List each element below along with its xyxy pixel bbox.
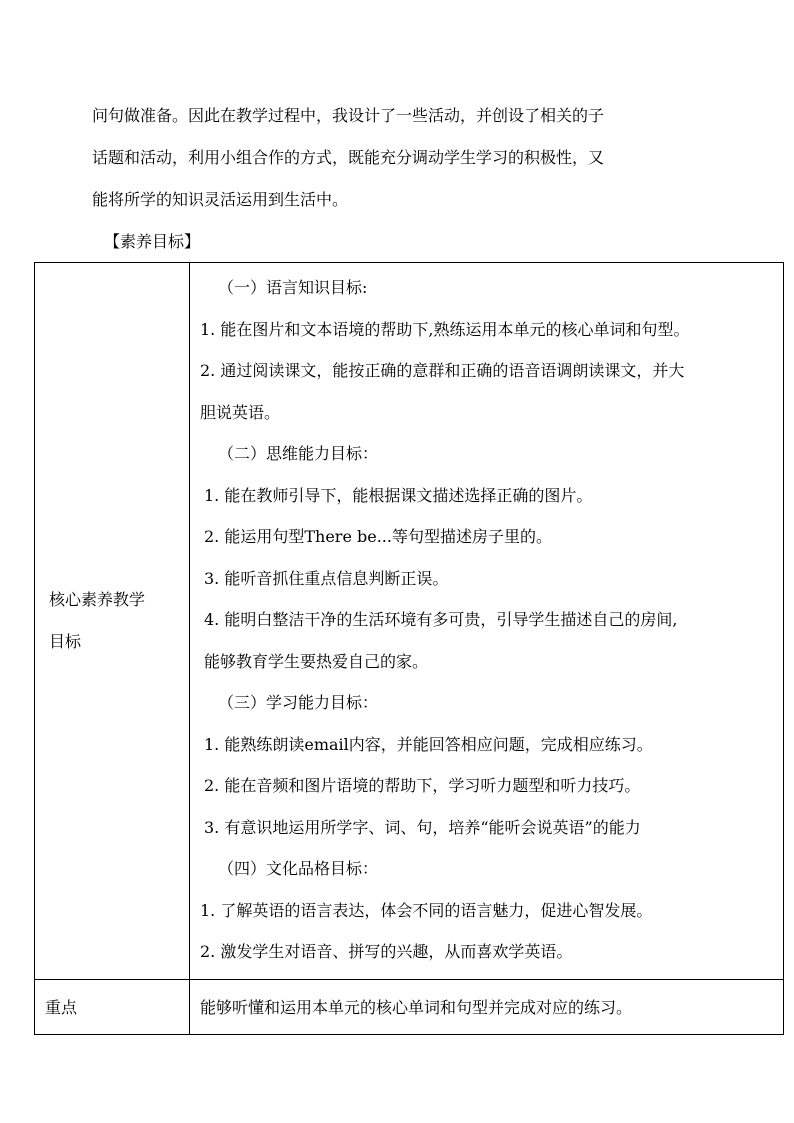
- list-item: 1. 能熟练朗读email内容，并能回答相应问题，完成相应练习。: [204, 734, 653, 754]
- row-label-key-points: 重点: [35, 979, 190, 1034]
- list-item: 1. 能在教师引导下，能根据课文描述选择正确的图片。: [204, 485, 593, 505]
- list-item: 3. 能听音抓住重点信息判断正误。: [204, 568, 449, 588]
- list-item-continuation: 胆说英语。: [200, 402, 281, 422]
- row-label-core-objectives: [35, 263, 190, 980]
- list-item: 2. 能运用句型There be...等句型描述房子里的。: [204, 527, 552, 546]
- row-label-line-1: 核心素养教学: [49, 589, 146, 609]
- list-item: 1. 能在图片和文本语境的帮助下,熟练运用本单元的核心单词和句型。: [200, 319, 690, 339]
- list-item-continuation: 能够教育学生要热爱自己的家。: [204, 651, 429, 671]
- objectives-table: [34, 262, 784, 1035]
- table-row-core-objectives: [35, 263, 784, 980]
- heading-language-knowledge: （一）语言知识目标:: [218, 278, 368, 297]
- row-content-key-points: 能够听懂和运用本单元的核心单词和句型并完成对应的练习。: [190, 979, 784, 1034]
- row-label-line-2: 目标: [49, 631, 82, 651]
- heading-cultural-character: （四）文化品格目标：: [218, 859, 379, 878]
- table-row-key-points: [35, 979, 784, 1034]
- heading-learning-ability: （三）学习能力目标：: [218, 693, 379, 712]
- intro-paragraph-line-1: 问句做准备。因此在教学过程中，我设计了一些活动，并创设了相关的子: [92, 106, 605, 125]
- list-item: 2. 通过阅读课文，能按正确的意群和正确的语音语调朗读课文，并大: [200, 361, 685, 380]
- list-item: 1. 了解英语的语言表达，体会不同的语言魅力，促进心智发展。: [200, 900, 653, 920]
- list-item: 2. 能在音频和图片语境的帮助下，学习听力题型和听力技巧。: [204, 776, 641, 795]
- list-item: 4. 能明白整洁干净的生活环境有多可贵，引导学生描述自己的房间,: [204, 610, 678, 629]
- intro-paragraph-line-3: 能将所学的知识灵活运用到生活中。: [92, 190, 349, 209]
- list-item: 2. 激发学生对语音、拼写的兴趣，从而喜欢学英语。: [200, 942, 573, 961]
- intro-paragraph-line-2: 话题和活动，利用小组合作的方式，既能充分调动学生学习的积极性，又: [92, 148, 605, 167]
- row-content-core-objectives: [190, 263, 784, 980]
- section-title: 【素养目标】: [104, 232, 201, 251]
- heading-thinking-ability: （二）思维能力目标：: [218, 444, 379, 463]
- list-item: 3. 有意识地运用所学字、词、句，培养“能听会说英语”的能力: [204, 817, 641, 837]
